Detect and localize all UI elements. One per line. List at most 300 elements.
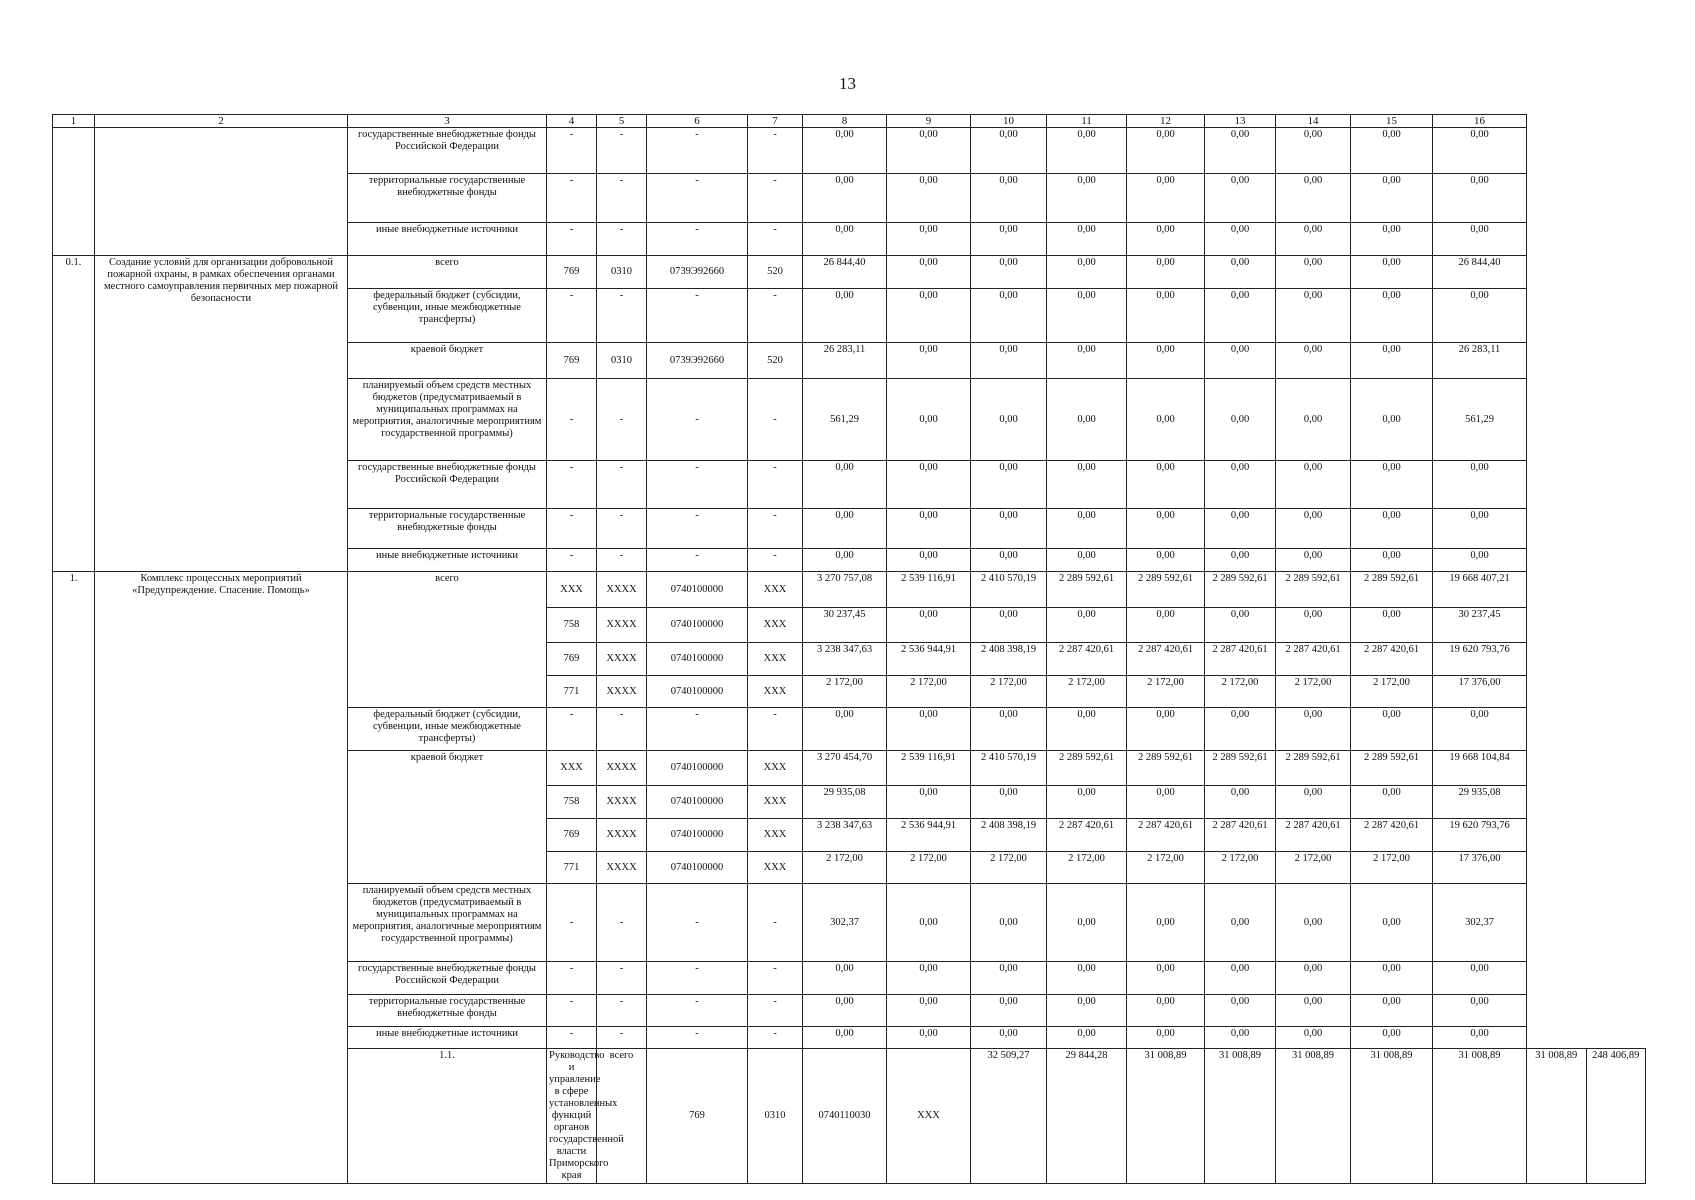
amount-cell: 0,00 [1127, 608, 1205, 643]
code-cell: - [647, 549, 748, 572]
table-row [53, 128, 1646, 174]
amount-cell: 19 668 104,84 [1433, 751, 1527, 786]
amount-cell: 0,00 [1047, 884, 1127, 962]
funding-source-cell: федеральный бюджет (субсидии, субвенции, иные межбюджетные трансферты) [348, 708, 547, 751]
amount-cell: 0,00 [1433, 289, 1527, 343]
amount-cell: 0,00 [1433, 128, 1527, 174]
code-cell: - [647, 884, 748, 962]
amount-cell: 0,00 [1276, 962, 1351, 995]
amount-cell: 0,00 [1127, 289, 1205, 343]
code-cell: 771 [547, 676, 597, 708]
amount-cell: 0,00 [1276, 549, 1351, 572]
code-cell: XXX [748, 572, 803, 608]
amount-cell: 17 376,00 [1433, 852, 1527, 884]
code-cell: 0740100000 [647, 676, 748, 708]
amount-cell: 0,00 [803, 995, 887, 1027]
amount-cell: 0,00 [1047, 708, 1127, 751]
amount-cell: 2 172,00 [1276, 676, 1351, 708]
row-number-cell: 1.1. [348, 1049, 547, 1184]
amount-cell: 561,29 [1433, 379, 1527, 461]
code-cell: - [748, 223, 803, 256]
amount-cell: 0,00 [1047, 379, 1127, 461]
amount-cell: 0,00 [887, 1027, 971, 1049]
column-number: 10 [971, 115, 1047, 128]
amount-cell: 2 410 570,19 [971, 572, 1047, 608]
amount-cell: 0,00 [971, 786, 1047, 819]
code-cell: - [597, 128, 647, 174]
amount-cell: 0,00 [1351, 223, 1433, 256]
amount-cell: 30 237,45 [803, 608, 887, 643]
amount-cell: 0,00 [1127, 174, 1205, 223]
amount-cell: 2 536 944,91 [887, 643, 971, 676]
activity-name-cell [95, 128, 348, 256]
code-cell: - [597, 509, 647, 549]
amount-cell: 0,00 [1351, 379, 1433, 461]
code-cell: - [748, 962, 803, 995]
amount-cell: 0,00 [1351, 289, 1433, 343]
amount-cell: 0,00 [887, 128, 971, 174]
code-cell: - [748, 995, 803, 1027]
column-number: 1 [53, 115, 95, 128]
funding-source-cell: иные внебюджетные источники [348, 549, 547, 572]
amount-cell: 2 410 570,19 [971, 751, 1047, 786]
code-cell: XXX [748, 608, 803, 643]
amount-cell: 0,00 [887, 379, 971, 461]
code-cell: 769 [547, 819, 597, 852]
amount-cell: 0,00 [1276, 256, 1351, 289]
amount-cell: 0,00 [1351, 1027, 1433, 1049]
amount-cell: 0,00 [1047, 223, 1127, 256]
code-cell: - [647, 223, 748, 256]
amount-cell: 0,00 [1127, 549, 1205, 572]
code-cell: - [547, 884, 597, 962]
amount-cell: 3 270 454,70 [803, 751, 887, 786]
amount-cell: 0,00 [1205, 256, 1276, 289]
column-number: 8 [803, 115, 887, 128]
amount-cell: 0,00 [1433, 995, 1527, 1027]
amount-cell: 0,00 [971, 379, 1047, 461]
code-cell: 0740100000 [647, 572, 748, 608]
code-cell: 771 [547, 852, 597, 884]
code-cell: XXX [748, 751, 803, 786]
code-cell: - [547, 223, 597, 256]
code-cell: 0740100000 [647, 751, 748, 786]
amount-cell: 0,00 [1205, 509, 1276, 549]
amount-cell: 0,00 [1351, 549, 1433, 572]
column-number: 5 [597, 115, 647, 128]
code-cell: 0739Э92660 [647, 256, 748, 289]
activity-name-cell: Создание условий для организации добровольной пожарной охраны, в рамках обеспечения органами местного самоуправления первичных мер пожарной безопасности [95, 256, 348, 572]
amount-cell: 3 238 347,63 [803, 643, 887, 676]
column-number: 15 [1351, 115, 1433, 128]
code-cell: - [647, 461, 748, 509]
code-cell: 769 [547, 256, 597, 289]
amount-cell: 0,00 [1351, 608, 1433, 643]
amount-cell: 0,00 [887, 549, 971, 572]
code-cell: - [597, 289, 647, 343]
code-cell: XXX [748, 786, 803, 819]
funding-source-cell: государственные внебюджетные фонды Российской Федерации [348, 128, 547, 174]
code-cell: 520 [748, 343, 803, 379]
funding-source-cell: планируемый объем средств местных бюджетов (предусматриваемый в муниципальных программах на мероприятия, аналогичные мероприятиям государственной программы) [348, 379, 547, 461]
amount-cell: 0,00 [971, 289, 1047, 343]
amount-cell: 0,00 [1127, 223, 1205, 256]
amount-cell: 0,00 [1047, 128, 1127, 174]
row-number-cell: 0.1. [53, 256, 95, 572]
amount-cell: 0,00 [1205, 608, 1276, 643]
amount-cell: 0,00 [1351, 884, 1433, 962]
amount-cell: 2 289 592,61 [1047, 572, 1127, 608]
code-cell: - [748, 509, 803, 549]
amount-cell: 0,00 [1433, 174, 1527, 223]
code-cell: 0739Э92660 [647, 343, 748, 379]
amount-cell: 2 289 592,61 [1351, 751, 1433, 786]
amount-cell: 0,00 [1047, 962, 1127, 995]
amount-cell: 0,00 [1351, 343, 1433, 379]
code-cell: - [547, 708, 597, 751]
code-cell: 758 [547, 608, 597, 643]
amount-cell: 29 935,08 [1433, 786, 1527, 819]
amount-cell: 2 289 592,61 [1276, 572, 1351, 608]
column-number: 11 [1047, 115, 1127, 128]
amount-cell: 0,00 [887, 884, 971, 962]
code-cell: - [748, 289, 803, 343]
column-number: 16 [1433, 115, 1527, 128]
code-cell: - [748, 884, 803, 962]
code-cell: - [597, 223, 647, 256]
amount-cell: 0,00 [1433, 1027, 1527, 1049]
amount-cell: 2 539 116,91 [887, 751, 971, 786]
amount-cell: 0,00 [1433, 962, 1527, 995]
amount-cell: 2 287 420,61 [1127, 643, 1205, 676]
amount-cell: 2 289 592,61 [1205, 572, 1276, 608]
amount-cell: 31 008,89 [1433, 1049, 1527, 1184]
amount-cell: 0,00 [803, 223, 887, 256]
amount-cell: 2 408 398,19 [971, 643, 1047, 676]
amount-cell: 0,00 [971, 995, 1047, 1027]
funding-source-cell: территориальные государственные внебюджетные фонды [348, 174, 547, 223]
amount-cell: 2 287 420,61 [1351, 819, 1433, 852]
amount-cell: 0,00 [803, 1027, 887, 1049]
amount-cell: 0,00 [971, 128, 1047, 174]
funding-source-cell: краевой бюджет [348, 343, 547, 379]
code-cell: XXX [748, 852, 803, 884]
amount-cell: 0,00 [1276, 461, 1351, 509]
amount-cell: 0,00 [887, 608, 971, 643]
code-cell: - [597, 708, 647, 751]
amount-cell: 0,00 [887, 786, 971, 819]
column-number: 9 [887, 115, 971, 128]
amount-cell: 0,00 [1205, 786, 1276, 819]
amount-cell: 0,00 [1276, 223, 1351, 256]
amount-cell: 2 172,00 [1351, 852, 1433, 884]
funding-source-cell: иные внебюджетные источники [348, 1027, 547, 1049]
amount-cell: 0,00 [1276, 128, 1351, 174]
funding-source-cell: государственные внебюджетные фонды Российской Федерации [348, 962, 547, 995]
code-cell: XXX [748, 819, 803, 852]
amount-cell: 0,00 [887, 223, 971, 256]
code-cell: XXXX [597, 643, 647, 676]
amount-cell: 0,00 [887, 509, 971, 549]
amount-cell: 2 287 420,61 [1276, 643, 1351, 676]
amount-cell: 0,00 [1205, 128, 1276, 174]
code-cell: - [647, 962, 748, 995]
amount-cell: 19 668 407,21 [1433, 572, 1527, 608]
amount-cell: 0,00 [887, 461, 971, 509]
code-cell: - [647, 509, 748, 549]
amount-cell: 0,00 [971, 174, 1047, 223]
amount-cell: 0,00 [887, 289, 971, 343]
amount-cell: 0,00 [1205, 708, 1276, 751]
amount-cell: 3 270 757,08 [803, 572, 887, 608]
page-number: 13 [839, 74, 856, 93]
amount-cell: 0,00 [1351, 461, 1433, 509]
code-cell: - [597, 995, 647, 1027]
amount-cell: 0,00 [1433, 223, 1527, 256]
amount-cell: 26 844,40 [1433, 256, 1527, 289]
amount-cell: 0,00 [1127, 995, 1205, 1027]
code-cell: XXX [748, 643, 803, 676]
amount-cell: 0,00 [1127, 708, 1205, 751]
code-cell: XXXX [597, 676, 647, 708]
amount-cell: 32 509,27 [971, 1049, 1047, 1184]
amount-cell: 0,00 [1205, 379, 1276, 461]
funding-source-cell: государственные внебюджетные фонды Российской Федерации [348, 461, 547, 509]
amount-cell: 2 289 592,61 [1351, 572, 1433, 608]
amount-cell: 0,00 [1205, 884, 1276, 962]
amount-cell: 0,00 [971, 1027, 1047, 1049]
amount-cell: 0,00 [1127, 256, 1205, 289]
code-cell: XXXX [597, 786, 647, 819]
code-cell: - [597, 461, 647, 509]
amount-cell: 31 008,89 [1127, 1049, 1205, 1184]
code-cell: - [748, 461, 803, 509]
amount-cell: 0,00 [971, 608, 1047, 643]
column-number: 4 [547, 115, 597, 128]
amount-cell: 0,00 [1047, 995, 1127, 1027]
amount-cell: 2 289 592,61 [1205, 751, 1276, 786]
code-cell: XXXX [597, 751, 647, 786]
amount-cell: 31 008,89 [1527, 1049, 1587, 1184]
amount-cell: 2 172,00 [1205, 852, 1276, 884]
amount-cell: 0,00 [803, 174, 887, 223]
funding-source-cell: федеральный бюджет (субсидии, субвенции, иные межбюджетные трансферты) [348, 289, 547, 343]
code-cell: XXXX [597, 608, 647, 643]
amount-cell: 2 287 420,61 [1205, 819, 1276, 852]
code-cell: 0310 [748, 1049, 803, 1184]
amount-cell: 0,00 [1127, 461, 1205, 509]
amount-cell: 2 172,00 [1127, 676, 1205, 708]
amount-cell: 0,00 [1276, 289, 1351, 343]
amount-cell: 0,00 [1351, 509, 1433, 549]
code-cell: - [597, 379, 647, 461]
amount-cell: 0,00 [803, 289, 887, 343]
amount-cell: 2 536 944,91 [887, 819, 971, 852]
funding-source-cell: территориальные государственные внебюджетные фонды [348, 995, 547, 1027]
funding-source-cell: планируемый объем средств местных бюджетов (предусматриваемый в муниципальных программах на мероприятия, аналогичные мероприятиям государственной программы) [348, 884, 547, 962]
amount-cell: 2 287 420,61 [1127, 819, 1205, 852]
code-cell: - [547, 549, 597, 572]
amount-cell: 2 172,00 [803, 852, 887, 884]
amount-cell: 302,37 [803, 884, 887, 962]
code-cell: - [597, 1027, 647, 1049]
code-cell: - [748, 128, 803, 174]
amount-cell: 2 287 420,61 [1047, 643, 1127, 676]
code-cell: - [647, 174, 748, 223]
amount-cell: 2 287 420,61 [1205, 643, 1276, 676]
amount-cell: 0,00 [1127, 343, 1205, 379]
code-cell: 758 [547, 786, 597, 819]
amount-cell: 19 620 793,76 [1433, 643, 1527, 676]
code-cell: - [547, 962, 597, 995]
amount-cell: 0,00 [971, 461, 1047, 509]
amount-cell: 0,00 [1205, 995, 1276, 1027]
code-cell: 0310 [597, 343, 647, 379]
amount-cell: 0,00 [1433, 509, 1527, 549]
amount-cell: 0,00 [1047, 174, 1127, 223]
code-cell: 0740100000 [647, 819, 748, 852]
table-row [53, 572, 1646, 608]
amount-cell: 26 283,11 [1433, 343, 1527, 379]
amount-cell: 0,00 [1351, 128, 1433, 174]
code-cell: - [597, 174, 647, 223]
amount-cell: 0,00 [1276, 884, 1351, 962]
amount-cell: 0,00 [1205, 174, 1276, 223]
column-number: 13 [1205, 115, 1276, 128]
amount-cell: 0,00 [1276, 1027, 1351, 1049]
amount-cell: 0,00 [887, 708, 971, 751]
activity-name-cell: Руководство и управление в сфере установленных функций органов государственной власти Приморского края [547, 1049, 597, 1184]
amount-cell: 29 935,08 [803, 786, 887, 819]
amount-cell: 0,00 [1127, 509, 1205, 549]
amount-cell: 0,00 [1433, 708, 1527, 751]
code-cell: - [597, 884, 647, 962]
funding-source-cell: иные внебюджетные источники [348, 223, 547, 256]
column-numbers-row [53, 115, 1646, 128]
amount-cell: 0,00 [803, 461, 887, 509]
amount-cell: 26 283,11 [803, 343, 887, 379]
amount-cell: 0,00 [1433, 549, 1527, 572]
code-cell: XXXX [597, 852, 647, 884]
amount-cell: 0,00 [1351, 256, 1433, 289]
amount-cell: 0,00 [1276, 379, 1351, 461]
amount-cell: 2 287 420,61 [1351, 643, 1433, 676]
table-row [53, 256, 1646, 289]
activity-name-cell: Комплекс процессных мероприятий «Предупреждение. Спасение. Помощь» [95, 572, 348, 1184]
code-cell: XXXX [597, 819, 647, 852]
code-cell: - [647, 1027, 748, 1049]
amount-cell: 2 289 592,61 [1276, 751, 1351, 786]
amount-cell: 0,00 [971, 962, 1047, 995]
amount-cell: 2 172,00 [1205, 676, 1276, 708]
code-cell: XXXX [597, 572, 647, 608]
amount-cell: 2 172,00 [1276, 852, 1351, 884]
amount-cell: 0,00 [1205, 223, 1276, 256]
column-number: 6 [647, 115, 748, 128]
amount-cell: 0,00 [971, 256, 1047, 289]
amount-cell: 2 172,00 [1047, 852, 1127, 884]
code-cell: - [547, 509, 597, 549]
code-cell: - [547, 379, 597, 461]
amount-cell: 0,00 [1351, 174, 1433, 223]
amount-cell: 0,00 [1047, 1027, 1127, 1049]
amount-cell: 0,00 [803, 128, 887, 174]
amount-cell: 0,00 [1127, 128, 1205, 174]
code-cell: - [748, 174, 803, 223]
code-cell: - [547, 174, 597, 223]
amount-cell: 19 620 793,76 [1433, 819, 1527, 852]
amount-cell: 0,00 [803, 549, 887, 572]
amount-cell: 17 376,00 [1433, 676, 1527, 708]
code-cell: 0740100000 [647, 786, 748, 819]
code-cell: - [647, 708, 748, 751]
funding-source-cell: всего [348, 256, 547, 289]
amount-cell: 2 172,00 [1351, 676, 1433, 708]
funding-source-cell: краевой бюджет [348, 751, 547, 884]
amount-cell: 2 172,00 [1047, 676, 1127, 708]
code-cell: XXX [547, 751, 597, 786]
amount-cell: 2 172,00 [803, 676, 887, 708]
code-cell: 769 [647, 1049, 748, 1184]
amount-cell: 0,00 [1047, 786, 1127, 819]
amount-cell: 2 287 420,61 [1276, 819, 1351, 852]
amount-cell: 31 008,89 [1351, 1049, 1433, 1184]
amount-cell: 0,00 [803, 962, 887, 995]
amount-cell: 2 172,00 [1127, 852, 1205, 884]
column-number: 14 [1276, 115, 1351, 128]
amount-cell: 0,00 [1127, 786, 1205, 819]
amount-cell: 0,00 [1205, 1027, 1276, 1049]
amount-cell: 248 406,89 [1586, 1049, 1646, 1184]
code-cell: XXX [748, 676, 803, 708]
code-cell: - [647, 379, 748, 461]
funding-source-cell: всего [348, 572, 547, 708]
amount-cell: 302,37 [1433, 884, 1527, 962]
column-number: 7 [748, 115, 803, 128]
code-cell: - [748, 379, 803, 461]
amount-cell: 31 008,89 [1276, 1049, 1351, 1184]
amount-cell: 561,29 [803, 379, 887, 461]
amount-cell: 0,00 [971, 884, 1047, 962]
amount-cell: 2 408 398,19 [971, 819, 1047, 852]
amount-cell: 0,00 [1351, 786, 1433, 819]
amount-cell: 0,00 [1276, 608, 1351, 643]
amount-cell: 30 237,45 [1433, 608, 1527, 643]
amount-cell: 0,00 [971, 549, 1047, 572]
code-cell: - [748, 1027, 803, 1049]
amount-cell: 2 172,00 [887, 676, 971, 708]
row-number-cell [53, 128, 95, 256]
amount-cell: 0,00 [1276, 786, 1351, 819]
amount-cell: 0,00 [887, 256, 971, 289]
amount-cell: 0,00 [1047, 289, 1127, 343]
amount-cell: 0,00 [971, 509, 1047, 549]
amount-cell: 0,00 [1127, 379, 1205, 461]
amount-cell: 2 287 420,61 [1047, 819, 1127, 852]
amount-cell: 0,00 [1351, 995, 1433, 1027]
amount-cell: 0,00 [1205, 461, 1276, 509]
code-cell: 769 [547, 343, 597, 379]
code-cell: - [547, 128, 597, 174]
amount-cell: 31 008,89 [1205, 1049, 1276, 1184]
amount-cell: 2 172,00 [887, 852, 971, 884]
amount-cell: 0,00 [1127, 1027, 1205, 1049]
amount-cell: 0,00 [1205, 343, 1276, 379]
code-cell: 0310 [597, 256, 647, 289]
amount-cell: 0,00 [971, 708, 1047, 751]
column-number: 2 [95, 115, 348, 128]
code-cell: 520 [748, 256, 803, 289]
